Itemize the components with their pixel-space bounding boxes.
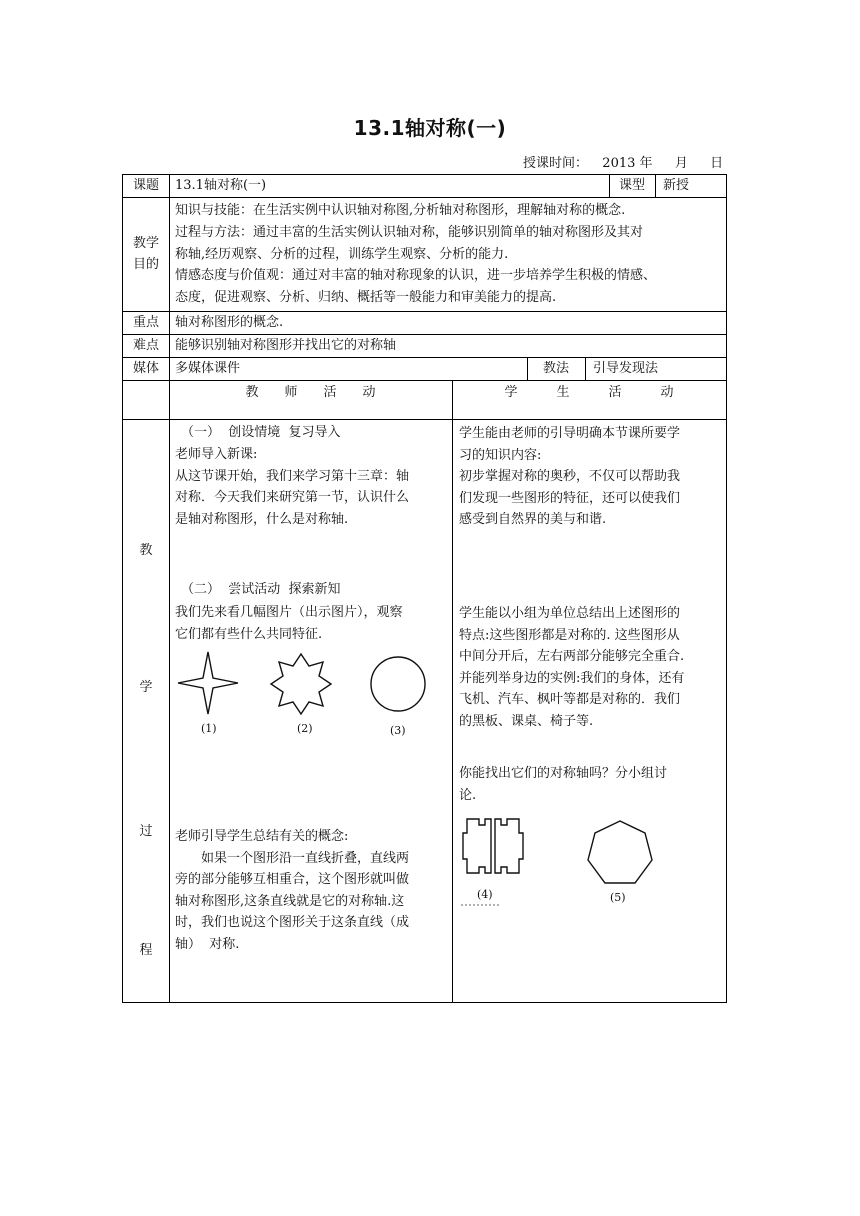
date-year-unit: 年 xyxy=(639,156,653,171)
page-title: 13.1轴对称(一) xyxy=(353,116,507,140)
method-label: 教法 xyxy=(542,361,569,376)
student-block-1 xyxy=(459,423,724,531)
concept-line: 旁的部分能够互相重合，这个图形就叫做 xyxy=(175,872,410,887)
difficulty-value: 能够识别轴对称图形并找出它的对称轴 xyxy=(175,338,397,353)
objectives-label-line: 目的 xyxy=(132,257,159,272)
topic-value: 13.1轴对称(一) xyxy=(175,178,267,193)
four-point-star-figure xyxy=(176,650,240,716)
dashed-axis-mark xyxy=(461,904,501,906)
eight-point-star-figure xyxy=(269,652,333,716)
puzzle-shape-figure xyxy=(461,815,525,875)
teacher-section2-title: （二） 尝试活动 探索新知 xyxy=(181,582,341,597)
student-line: 的黑板、课桌、椅子等. xyxy=(459,713,594,729)
concept-line: 如果一个图形沿一直线折叠，直线两 xyxy=(175,850,410,866)
concept-line: 轴对称图形,这条直线就是它的对称轴.这 xyxy=(175,893,405,909)
date-day-unit: 日 xyxy=(710,156,724,171)
teacher-activity-header: 教 师 活 动 xyxy=(245,385,376,400)
objective-line: 情感态度与价值观：通过对丰富的轴对称现象的认识，进一步培养学生积极的情感、 xyxy=(175,268,657,284)
student-line: 特点:这些图形都是对称的. 这些图形从 xyxy=(459,627,680,643)
objectives-label xyxy=(123,233,169,275)
heptagon-figure xyxy=(585,819,655,887)
lesson-type-value: 新授 xyxy=(663,178,690,193)
date-month-unit: 月 xyxy=(674,156,688,171)
student-line: 并能列举身边的实例:我们的身体，还有 xyxy=(459,670,685,686)
lesson-type-label: 课型 xyxy=(618,178,645,193)
teacher-section1-title: （一） 创设情境 复习导入 xyxy=(181,425,341,440)
teacher-section2-body xyxy=(175,602,450,645)
student-block-2 xyxy=(459,603,724,732)
teacher-line: 它们都有些什么共同特征. xyxy=(175,626,323,642)
student-block-3 xyxy=(459,763,724,806)
lesson-plan-table xyxy=(122,174,727,1003)
figure-label: (2) xyxy=(297,722,313,735)
student-line: 初步掌握对称的奥秒，不仅可以帮助我 xyxy=(459,469,681,484)
student-line: 飞机、汽车、枫叶等都是对称的．我们 xyxy=(459,692,681,707)
process-label-char: 学 xyxy=(139,680,153,695)
process-label-char: 教 xyxy=(139,543,153,558)
concept-line: 时，我们也说这个图形关于这条直线（成 xyxy=(175,915,410,930)
key-point-value: 轴对称图形的概念. xyxy=(175,315,284,330)
topic-label: 课题 xyxy=(132,178,159,193)
teacher-section1-body xyxy=(175,444,450,530)
figure-label: (4) xyxy=(477,888,493,901)
objectives-label-line: 教学 xyxy=(132,236,159,251)
student-line: 学生能以小组为单位总结出上述图形的 xyxy=(459,606,681,621)
concept-line: 轴） 对称. xyxy=(175,936,240,952)
date-year: 2013 xyxy=(602,156,636,171)
media-value: 多媒体课件 xyxy=(175,361,241,376)
student-line: 们发现一些图形的特征，还可以使我们 xyxy=(459,490,681,506)
objective-line: 称轴,经历观察、分析的过程，训练学生观察、分析的能力. xyxy=(175,246,509,262)
student-line: 习的知识内容: xyxy=(459,447,542,463)
objective-line: 过程与方法：通过丰富的生活实例认识轴对称，能够识别简单的轴对称图形及其对 xyxy=(175,224,644,240)
teacher-line: 从这节课开始，我们来学习第十三章：轴 xyxy=(175,468,410,484)
student-activity-header: 学 生 活 动 xyxy=(504,385,674,400)
student-line: 学生能由老师的引导明确本节课所要学 xyxy=(459,426,681,441)
key-point-label: 重点 xyxy=(132,315,159,330)
teacher-line: 我们先来看几幅图片（出示图片），观察 xyxy=(175,605,403,620)
process-label-char: 程 xyxy=(139,943,153,958)
concept-line: 老师引导学生总结有关的概念: xyxy=(175,829,349,844)
teacher-line: 对称．今天我们来研究第一节，认识什么 xyxy=(175,490,410,505)
objective-line: 态度，促进观察、分析、归纳、概括等一般能力和审美能力的提高. xyxy=(175,290,557,306)
student-line: 感受到自然界的美与和谐. xyxy=(459,512,607,527)
circle-figure xyxy=(368,654,428,714)
figure-label: (3) xyxy=(390,724,406,737)
method-value: 引导发现法 xyxy=(593,361,659,376)
teacher-line: 是轴对称图形，什么是对称轴. xyxy=(175,511,349,527)
figure-label: (1) xyxy=(201,722,217,735)
media-label: 媒体 xyxy=(132,361,159,376)
objective-line: 知识与技能：在生活实例中认识轴对称图,分析轴对称图形，理解轴对称的概念. xyxy=(175,203,626,218)
process-label-char: 过 xyxy=(139,824,153,839)
teacher-concept-body xyxy=(175,826,450,955)
date-label: 授课时间： xyxy=(523,156,589,171)
figure-label: (5) xyxy=(610,891,626,904)
lesson-date xyxy=(523,152,723,171)
difficulty-label: 难点 xyxy=(132,338,159,353)
student-line: 你能找出它们的对称轴吗？分小组讨 xyxy=(459,766,668,781)
objectives-text xyxy=(175,200,723,309)
student-line: 论. xyxy=(459,787,477,803)
student-line: 中间分开后，左右两部分能够完全重合. xyxy=(459,649,685,664)
teacher-line: 老师导入新课: xyxy=(175,447,258,462)
